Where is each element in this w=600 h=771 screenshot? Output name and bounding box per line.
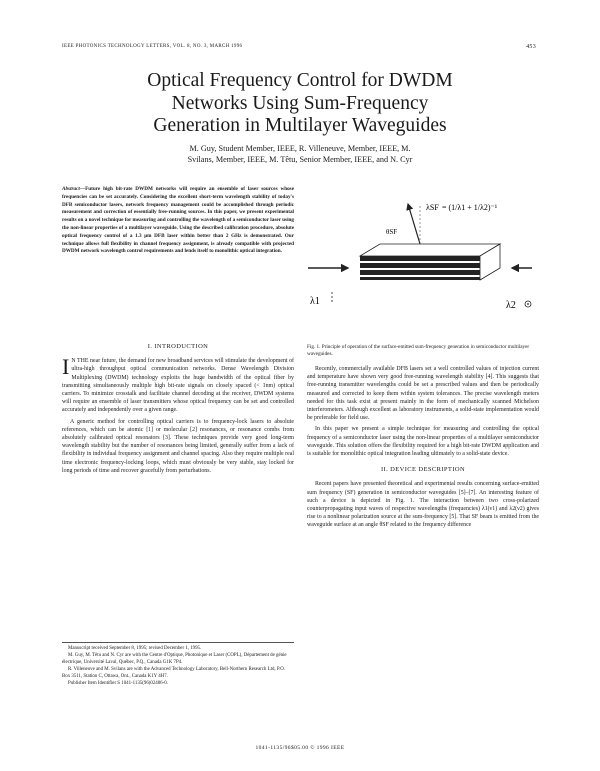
footnotes: [62, 642, 294, 687]
waveguide-layer: [360, 263, 480, 268]
label-lambda-sf: λSF: [426, 203, 439, 212]
figure-1: [300, 196, 540, 346]
abstract-label: Abstract—: [62, 186, 86, 192]
page-number: 453: [526, 44, 536, 50]
label-lambda-2: λ2: [506, 300, 516, 311]
footnote: Publisher Item Identifier S 1041-1135(96)02486-0.: [68, 681, 168, 686]
paragraph: In this paper we present a simple technique for measuring and controlling the optical frequency of a semiconductor laser using the non-linear properties of a multilayer semiconductor waveguide. This solution offers the flexibility required for a high bit-rate DWDM application and is suitable for monolithic optical integration leading ultimately to a solid-state device.: [307, 426, 539, 458]
drop-cap: I: [62, 354, 70, 380]
right-column: [307, 365, 539, 533]
section-heading: I. INTRODUCTION: [147, 343, 209, 350]
waveguide-layer: [360, 270, 480, 275]
section-heading: II. DEVICE DESCRIPTION: [380, 466, 466, 474]
paragraph: [62, 354, 294, 414]
footnote: R. Villeneuve and M. Svilans are with the Advanced Technology Laboratory, Bell-Northern Research Ltd, P.O. Box 3511, Station C, Ottawa, Ont., Canada K1Y 4H7.: [62, 667, 285, 679]
author-list: [120, 144, 480, 165]
paragraph: Recently, commercially available DFB lasers set a well controlled values of injection current and temperature have shown very good free-running wavelength stability [4]. This suggests that free-running transmitter wavelengths could be set a prescribed values and then be periodically measured and corrected to keep them within system tolerances. The precise wavelength meters needed for this task exist at present mainly in the form of mechanically scanned Michelson interferometers. Although excellent as laboratory instruments, a solid-state implementation would be preferable for field use.: [307, 366, 539, 422]
author-line: M. Guy, Student Member, IEEE, R. Villeneuve, Member, IEEE, M.: [189, 144, 411, 153]
figure-caption: Fig. 1. Principle of operation of the surface-emitted sum-frequency generation in semiconductor multilayer waveguides.: [307, 344, 530, 357]
author-line: Svilans, Member, IEEE, M. Têtu, Senior Member, IEEE, and N. Cyr: [187, 154, 413, 164]
paper-title: [0, 70, 600, 138]
footnote: Manuscript received September 8, 1995; revised December 1, 1995.: [68, 646, 202, 651]
title-line: Networks Using Sum-Frequency: [171, 92, 429, 114]
left-column: [62, 335, 294, 478]
waveguide-top: [360, 244, 500, 256]
running-header: IEEE PHOTONICS TECHNOLOGY LETTERS, VOL. 8, NO. 3, MARCH 1996: [62, 44, 243, 49]
label-lambda-1: λ1: [310, 296, 320, 307]
paragraph-text: N THE near future, the demand for new broadband services will stimulate the development of ultra-high throughput optical communication networks. Dense Wavelength Division Multiplexing (DWDM) technology exploits the huge bandwidth of the optical fiber by transmitting simultaneously multiple high bit-rate signals on closely spaced (< 1nm) optical carriers. To minimize crosstalk and facilitate channel decoding at the receiver, DWDM systems will require an ensemble of laser transmitters whose optical frequency can be set and controlled accurately and independently over a given range.: [62, 358, 294, 414]
title-line: Optical Frequency Control for DWDM: [147, 70, 453, 91]
title-line: Generation in Multilayer Waveguides: [153, 115, 447, 136]
copyright-footer: 1041-1135/96$05.00 © 1996 IEEE: [255, 745, 345, 751]
abstract: [62, 186, 294, 256]
paragraph: A generic method for controlling optical carriers is to frequency-lock lasers to absolute references, which can be atomic [1] or molecular [2] resonances, or resonance combs from absolutely calibrated optical resonators [3]. These techniques provide very good long-term wavelength stability but the number of resonances being limited, generally suffer from a lack of flexibility in individual frequency assignment and channel spacing. Also they require multiple real time electronic frequency-locking loops, which must obviously be very stable, stay locked for long periods of time and recover gracefully from perturbations.: [62, 418, 294, 474]
label-theta-sf: θSF: [386, 228, 398, 236]
waveguide-layer: [360, 277, 480, 280]
waveguide-layer: [360, 256, 480, 261]
sf-beam-arrow: [408, 204, 420, 244]
paragraph: Recent papers have presented theoretical and experimental results concerning surface-emitted sum frequency (SF) generation in semiconductor waveguides [5]–[7]. An interesting feature of such a device is depicted in Fig. 1. The interaction between two cross-polarized counterpropagating input waves of respective wavelengths (frequencies) λ1(ν1) and λ2(ν2) gives rise to a nonlinear polarization source at the sum-frequency [5]. That SF beam is emitted from the waveguide surface at an angle θSF related to the frequency difference: [307, 481, 539, 529]
footnote: M. Guy, M. Têtu and N. Cyr are with the Centre d'Optique, Photonique et Laser (COPL), Département de génie électrique, Université Laval, Québec, P.Q., Canada G1K 7P4.: [62, 653, 287, 665]
abstract-text: Future high bit-rate DWDM networks will require an ensemble of laser sources whose frequencies can be set accurately. Considering the excellent short-term wavelength stability of today's DFB semiconductor lasers, network frequency management could be accomplished through periodic measurement and correction of essentially free-running sources. In this paper, we present experimental results on a novel technique for measuring and controlling the wavelength of a semiconductor laser using the non-linear properties of a multilayer waveguide. Using the described calibration procedure, absolute optical frequency control of a 1.3 μm DFB laser within better than 2 GHz is demonstrated. Our technique allows full flexibility in channel frequency assignment, is already compatible with projected DWDM network wavelength control requirements and lends itself to monolithic optical integration.: [62, 186, 294, 255]
polarization-dot: [527, 303, 529, 305]
waveguide-diagram: [300, 196, 540, 346]
label-formula: = (1/λ1 + 1/λ2)⁻¹: [442, 203, 498, 212]
